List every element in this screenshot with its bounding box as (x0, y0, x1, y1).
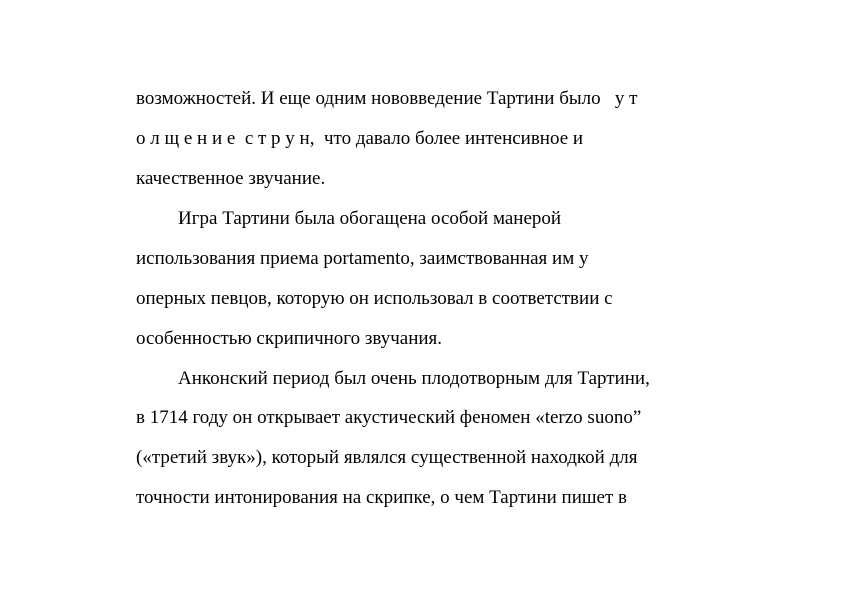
text-line: точности интонирования на скрипке, о чем Тартини пишет в (136, 487, 627, 508)
text-line: использования приема portamento, заимствованная им у (136, 248, 589, 269)
text-line: («третий звук»), который являлся существенной находкой для (136, 447, 638, 468)
text-line: в 1714 году он открывает акустический феномен «terzo suono” (136, 407, 642, 428)
text-line: качественное звучание. (136, 168, 326, 189)
paragraph-first-line: Игра Тартини была обогащена особой манерой (178, 208, 562, 229)
text-line: оперных певцов, которую он использовал в соответствии с (136, 288, 613, 309)
text-line: особенностью скрипичного звучания. (136, 328, 443, 349)
paragraph-first-line: Анконский период был очень плодотворным для Тартини, (178, 368, 650, 389)
text-line: возможностей. И еще одним нововведение Тартини было у т (136, 88, 638, 109)
text-line: о л щ е н и е с т р у н, что давало более интенсивное и (136, 128, 584, 149)
